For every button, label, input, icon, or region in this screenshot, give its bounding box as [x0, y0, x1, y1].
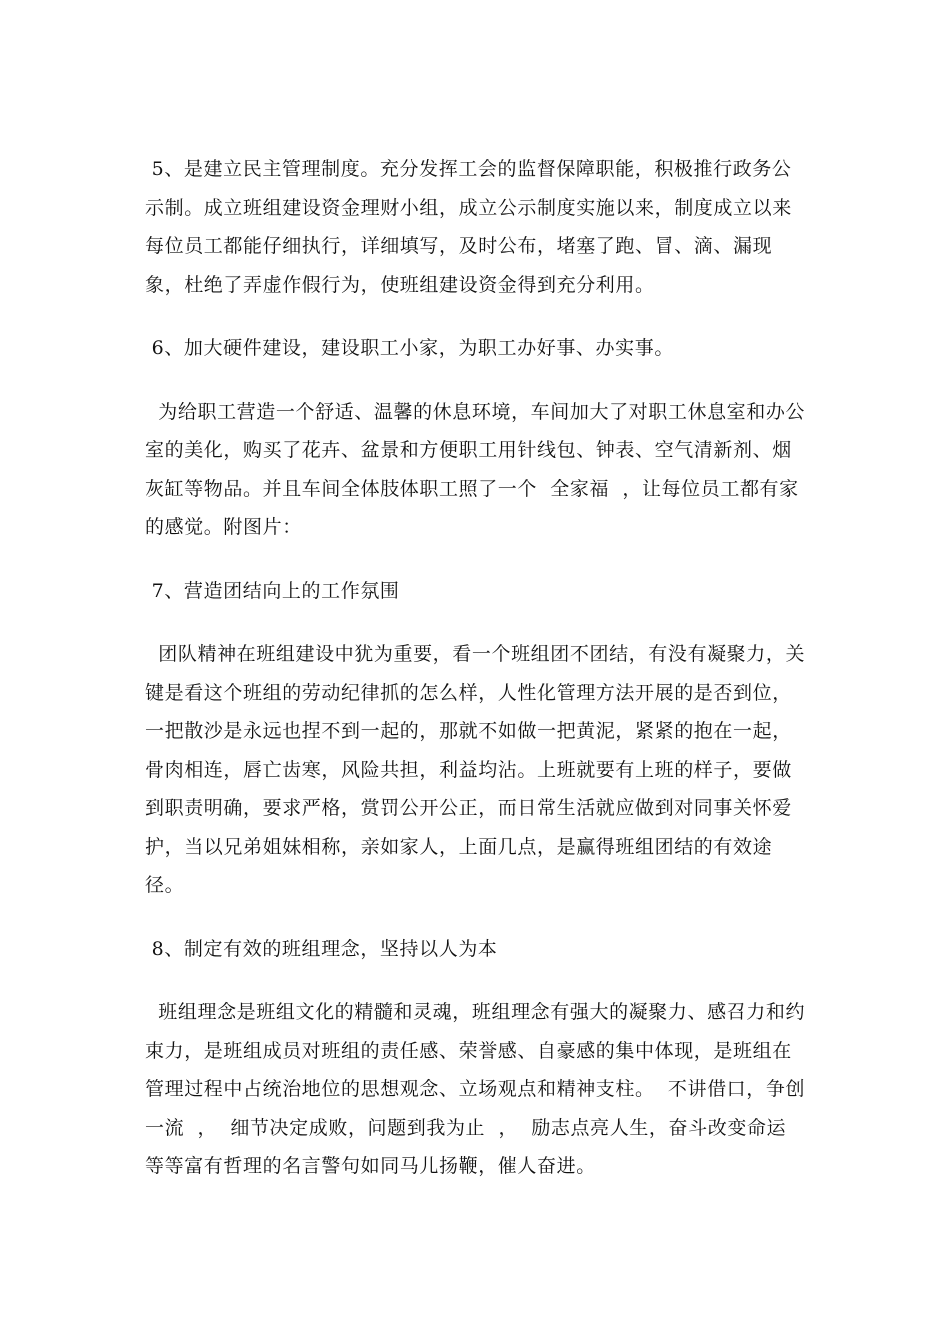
paragraph-heading-8: 8、制定有效的班组理念，坚持以人为本: [145, 937, 498, 960]
paragraph-gap: [145, 304, 810, 329]
document-page: [145, 150, 810, 1186]
paragraph-body-7: 团队精神在班组建设中犹为重要，看一个班组团不团结，有没有凝聚力，关键是看这个班组的劳动纪律抓的怎么样，人性化管理方法开展的是否到位，一把散沙是永远也捏不到一起的，那就不如做一把黄泥，紧紧的抱在一起，骨肉相连，唇亡齿寒，风险共担，利益均沾。上班就要有上班的样子，要做到职责明确，要求严格，赏罚公开公正，而日常生活就应做到对同事关怀爱护，当以兄弟姐妹相称，亲如家人，上面几点，是赢得班组团结的有效途径。: [145, 643, 806, 896]
paragraph-gap: [145, 905, 810, 930]
paragraph-body-6: 为给职工营造一个舒适、温馨的休息环境，车间加大了对职工休息室和办公室的美化，购买了花卉、盆景和方便职工用针线包、钟表、空气清新剂、烟灰缸等物品。并且车间全体肢体职工照了一个 全家福 ，让每位员工都有家的感觉。附图片：: [145, 400, 806, 538]
paragraph-body-8: 班组理念是班组文化的精髓和灵魂，班组理念有强大的凝聚力、感召力和约束力，是班组成员对班组的责任感、荣誉感、自豪感的集中体现，是班组在管理过程中占统治地位的思想观念、立场观点和精神支柱。 不讲借口，争创一流 ， 细节决定成败，问题到我为止 ， 励志点亮人生，奋斗改变命运 等等富有哲理的名言警句如同马儿扬鞭，催人奋进。: [145, 1001, 806, 1177]
paragraph-gap: [145, 547, 810, 572]
paragraph-gap: [145, 968, 810, 993]
paragraph-gap: [145, 368, 810, 393]
paragraph-heading-6: 6、加大硬件建设，建设职工小家，为职工办好事、办实事。: [145, 337, 674, 359]
paragraph-item-5: 5、是建立民主管理制度。充分发挥工会的监督保障职能，积极推行政务公示制。成立班组建设资金理财小组，成立公示制度实施以来，制度成立以来每位员工都能仔细执行，详细填写，及时公布，堵塞了跑、冒、滴、漏现象，杜绝了弄虚作假行为，使班组建设资金得到充分利用。: [145, 158, 792, 296]
paragraph-heading-7: 7、营造团结向上的工作氛围: [145, 579, 400, 602]
paragraph-gap: [145, 610, 810, 635]
